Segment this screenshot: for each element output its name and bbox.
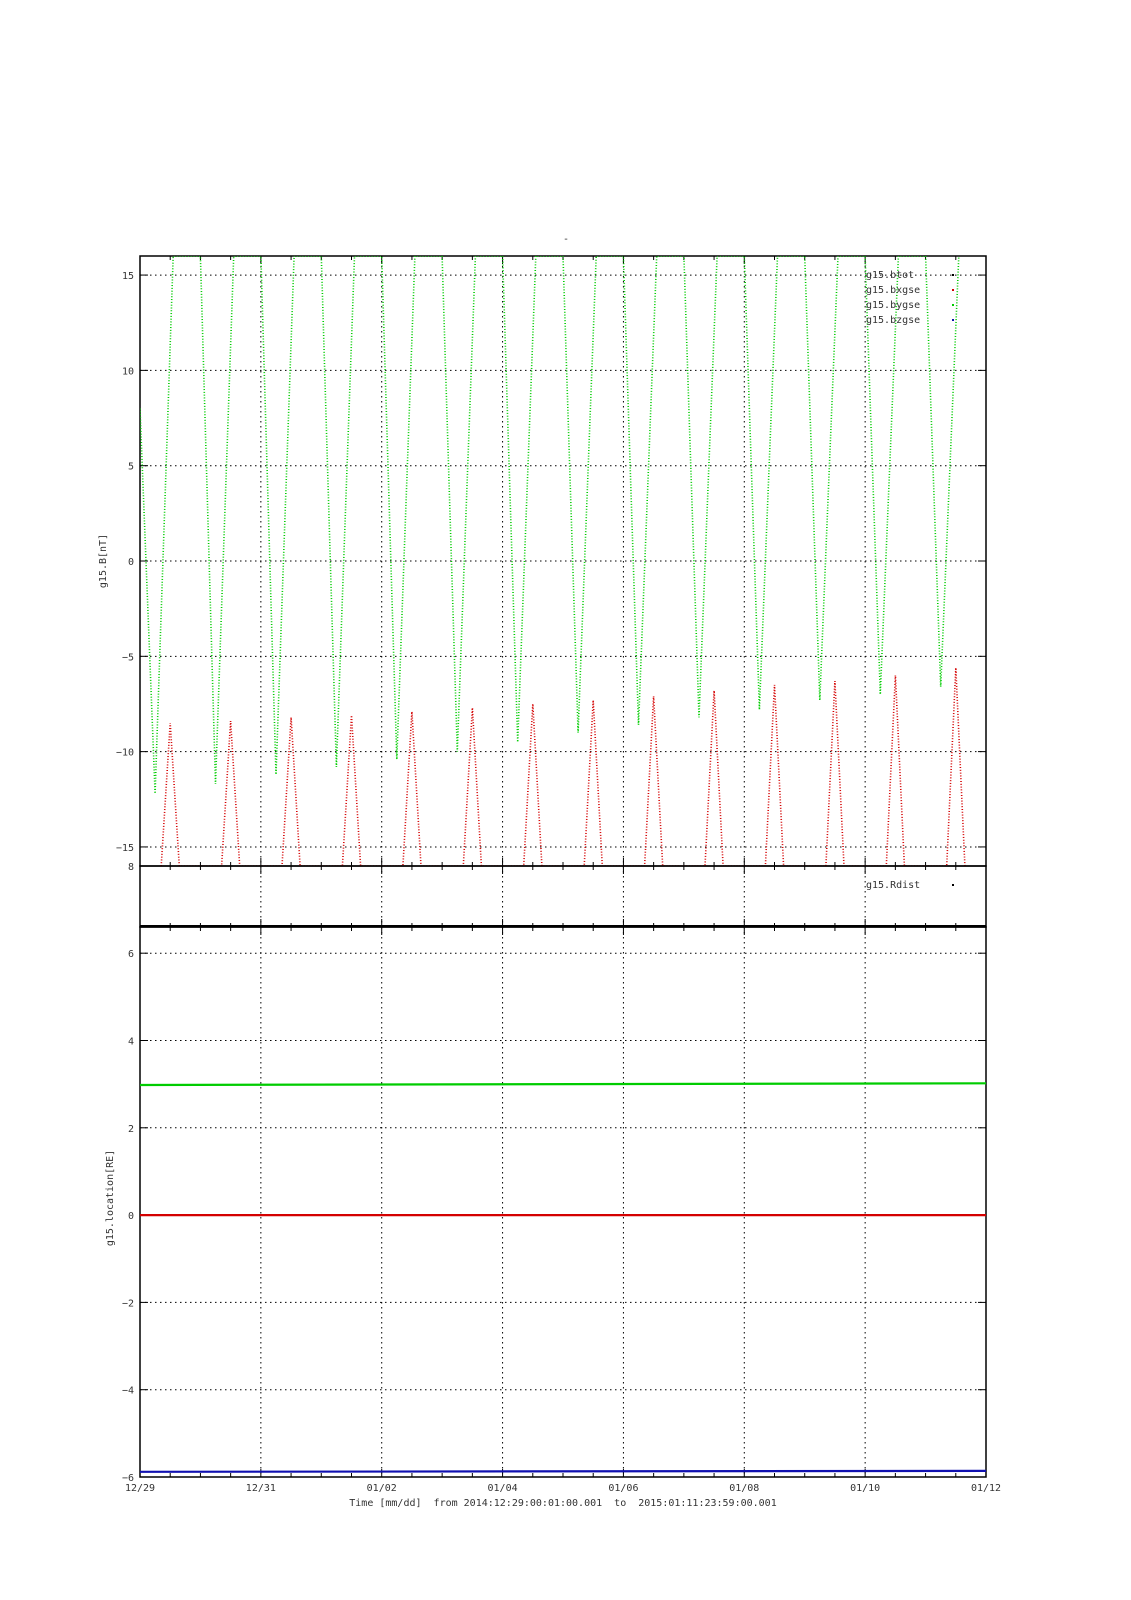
panel-magnetic-field-y-label: g15.B[nT]: [98, 533, 109, 589]
panel-radial-distance: [128, 862, 986, 927]
y-tick-label: 0: [127, 557, 134, 568]
panel-radial-distance-y-ticks: [128, 862, 134, 873]
figure-title-mark: -: [562, 234, 570, 245]
x-tick-label: 01/12: [970, 1483, 1002, 1494]
time-axis-label: Time [mm/dd] from 2014:12:29:00:01:00.001 to 2015:01:11:23:59:00.001: [349, 1498, 777, 1509]
x-tick-label: 01/08: [729, 1483, 760, 1494]
panel-location-grid: [140, 927, 986, 1477]
y-tick-label: −5: [121, 652, 134, 664]
panel-magnetic-field: [98, 256, 986, 866]
y-tick-label: 10: [121, 366, 134, 378]
x-tick-label: 12/29: [124, 1483, 156, 1494]
legend-label: g15.bzgse: [866, 315, 921, 326]
x-tick-label: 01/02: [366, 1483, 397, 1494]
x-tick-label: 01/06: [608, 1483, 639, 1494]
series-line-g15-bxgse: [161, 668, 965, 866]
y-tick-label: −6: [121, 1473, 134, 1484]
legend-label: g15.bxgse: [866, 285, 921, 296]
legend-swatch: [952, 884, 954, 886]
y-tick-label: −15: [115, 842, 134, 854]
legend-label: g15.btot: [866, 270, 915, 281]
legend-label: g15.Rdist: [866, 880, 921, 891]
y-tick-label: 8: [127, 862, 134, 873]
series-line-g15-zgse: [140, 1471, 986, 1472]
legend-label: g15.bygse: [866, 300, 921, 311]
legend-swatch: [952, 274, 954, 276]
panel-location-y-label: g15.location[RE]: [105, 1149, 116, 1247]
panel-radial-distance-legend: [866, 880, 954, 891]
panel-location-y-ticks: [122, 949, 134, 1484]
panel-magnetic-field-y-ticks: [116, 271, 134, 854]
panel-radial-distance-grid: [140, 866, 986, 927]
y-tick-label: −2: [121, 1298, 134, 1310]
series-line-g15-ygse: [140, 1083, 986, 1085]
panel-location-frame: [140, 927, 986, 1477]
time-axis-ticks: [125, 1483, 1001, 1494]
y-tick-label: 5: [127, 461, 134, 473]
panel-magnetic-field-grid: [140, 256, 986, 866]
panel-location: [105, 927, 986, 1484]
y-tick-label: 4: [127, 1036, 134, 1048]
x-tick-label: 01/10: [850, 1483, 881, 1494]
y-tick-label: 15: [121, 271, 134, 283]
legend-swatch: [952, 289, 954, 291]
y-tick-label: 6: [127, 949, 134, 961]
panel-radial-distance-frame: [140, 866, 986, 927]
y-tick-label: 0: [127, 1211, 134, 1223]
legend-swatch: [952, 304, 954, 306]
y-tick-label: 2: [127, 1123, 134, 1135]
series-line-g15-bygse: [140, 256, 959, 794]
legend-swatch: [952, 319, 954, 321]
y-tick-label: −4: [121, 1385, 134, 1397]
panel-magnetic-field-frame: [140, 256, 986, 866]
panel-location-series: [140, 1083, 986, 1472]
x-tick-label: 01/04: [487, 1483, 518, 1494]
panel-magnetic-field-legend: [866, 270, 954, 326]
x-tick-label: 12/31: [245, 1483, 276, 1494]
y-tick-label: −10: [115, 747, 134, 759]
